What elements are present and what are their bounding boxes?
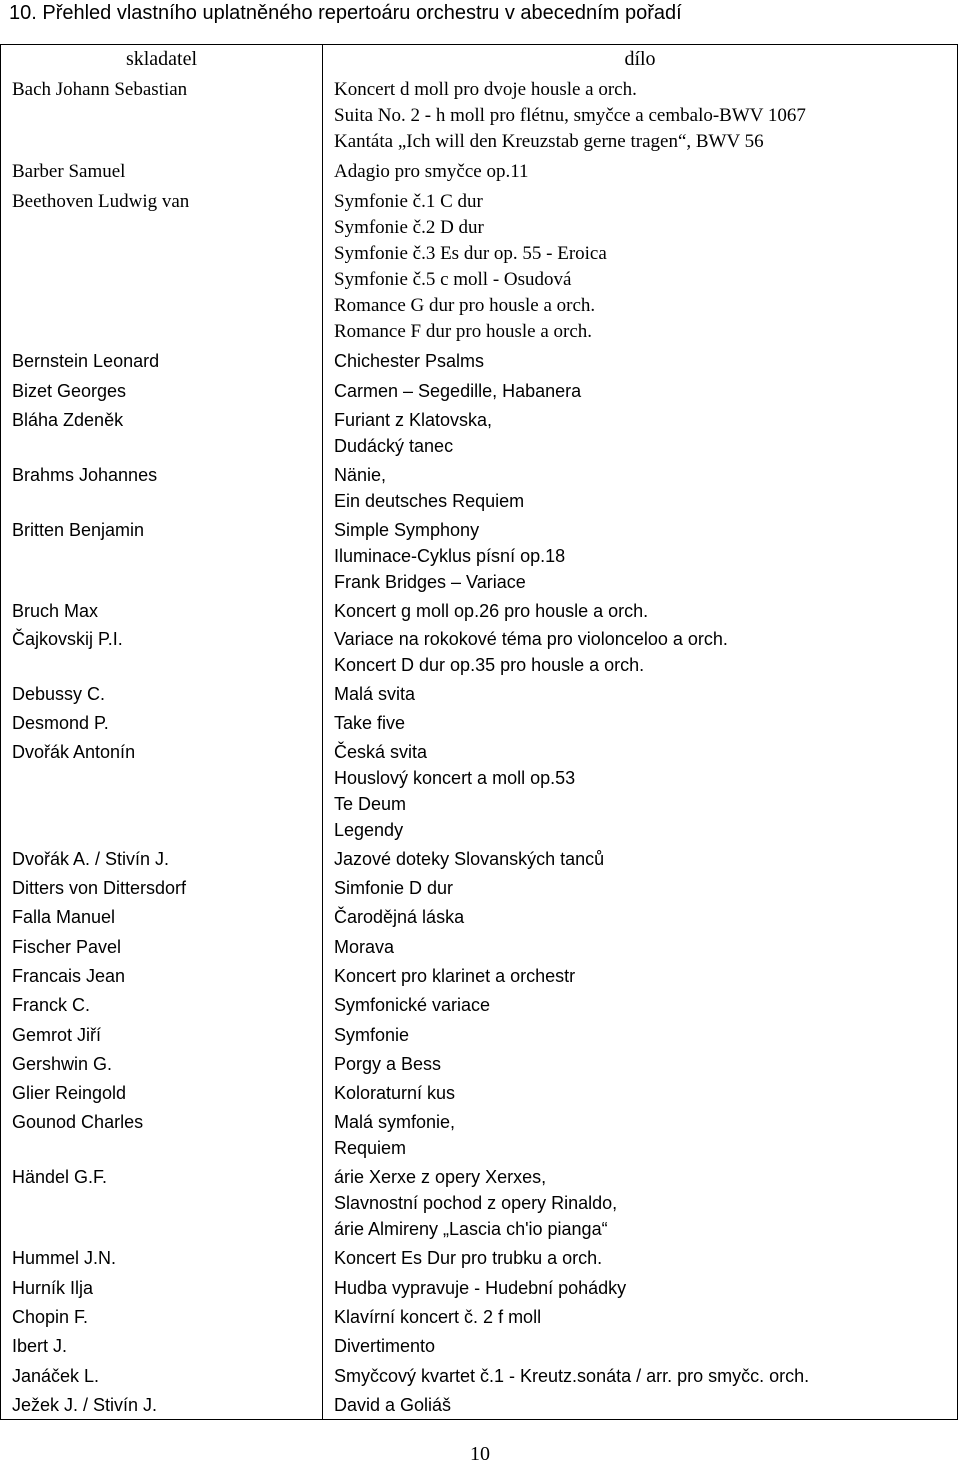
works-cell <box>323 345 958 375</box>
table-row <box>1 375 958 404</box>
table-row <box>1 960 958 989</box>
composer-cell <box>1 1330 323 1360</box>
works-cell <box>323 185 958 345</box>
work-title: Nänie, <box>334 465 387 485</box>
works-cell <box>323 1242 958 1272</box>
composer-cell <box>1 872 323 901</box>
composer-name: Bernstein Leonard <box>12 351 160 371</box>
work-title: Simple Symphony <box>334 520 480 540</box>
table-row <box>1 1301 958 1330</box>
table-row <box>1 624 958 678</box>
composer-name: Dvořák A. / Stivín J. <box>12 849 170 869</box>
table-row <box>1 1242 958 1272</box>
works-cell <box>323 901 958 931</box>
works-cell <box>323 375 958 404</box>
table-row <box>1 901 958 931</box>
composer-cell <box>1 1242 323 1272</box>
work-title: Česká svita <box>334 742 428 762</box>
work-title: árie Almireny „Lascia ch'io pianga“ <box>334 1219 608 1239</box>
composer-name: Britten Benjamin <box>12 520 145 540</box>
work-title: Porgy a Bess <box>334 1054 442 1074</box>
composer-name: Gounod Charles <box>12 1112 144 1132</box>
composer-cell <box>1 1106 323 1161</box>
work-title: Take five <box>334 713 406 733</box>
composer-name: Glier Reingold <box>12 1083 127 1103</box>
work-title: Symfonie <box>334 1025 410 1045</box>
composer-cell <box>1 678 323 707</box>
works-cell <box>323 1330 958 1360</box>
works-cell <box>323 960 958 989</box>
work-title: Ein deutsches Requiem <box>334 491 525 511</box>
composer-cell <box>1 514 323 595</box>
column-header-composer: skladatel <box>1 45 323 74</box>
work-title: Malá symfonie, <box>334 1112 456 1132</box>
work-title: Requiem <box>334 1138 407 1158</box>
works-cell <box>323 736 958 843</box>
composer-name: Dvořák Antonín <box>12 742 136 762</box>
work-title: Legendy <box>334 820 404 840</box>
composer-cell <box>1 931 323 960</box>
table-row <box>1 1106 958 1161</box>
work-title: Te Deum <box>334 794 407 814</box>
table-row <box>1 1360 958 1389</box>
table-row <box>1 1048 958 1077</box>
repertoire-table <box>0 44 958 1420</box>
works-cell <box>323 404 958 459</box>
work-title: Klavírní koncert č. 2 f moll <box>334 1307 542 1327</box>
composer-cell <box>1 901 323 931</box>
work-title: Simfonie D dur <box>334 878 454 898</box>
composer-name: Francais Jean <box>12 966 126 986</box>
composer-name: Falla Manuel <box>12 907 116 927</box>
table-row <box>1 595 958 624</box>
table-row <box>1 931 958 960</box>
table-row <box>1 989 958 1019</box>
work-title: Symfonie č.3 Es dur op. 55 - Eroica <box>334 243 607 264</box>
composer-name: Brahms Johannes <box>12 465 158 485</box>
work-title: Koncert pro klarinet a orchestr <box>334 966 576 986</box>
work-title: Koncert D dur op.35 pro housle a orch. <box>334 655 645 675</box>
work-title: Romance F dur pro housle a orch. <box>334 321 593 342</box>
work-title: Suita No. 2 - h moll pro flétnu, smyčce a cembalo-BWV 1067 <box>334 105 806 126</box>
work-title: Morava <box>334 937 395 957</box>
works-cell <box>323 1077 958 1106</box>
works-cell <box>323 1106 958 1161</box>
composer-cell <box>1 624 323 678</box>
works-cell <box>323 707 958 736</box>
work-title: Koncert d moll pro dvoje housle a orch. <box>334 79 637 100</box>
work-title: David a Goliáš <box>334 1395 452 1415</box>
composer-cell <box>1 707 323 736</box>
composer-cell <box>1 1048 323 1077</box>
table-row <box>1 73 958 155</box>
composer-cell <box>1 1360 323 1389</box>
work-title: Variace na rokokové téma pro violonceloo a orch. <box>334 629 728 649</box>
composer-cell <box>1 1019 323 1048</box>
composer-cell <box>1 73 323 155</box>
work-title: Malá svita <box>334 684 416 704</box>
work-title: Hudba vypravuje - Hudební pohádky <box>334 1278 627 1298</box>
composer-name: Ditters von Dittersdorf <box>12 878 187 898</box>
works-cell <box>323 989 958 1019</box>
work-title: Divertimento <box>334 1336 436 1356</box>
composer-name: Janáček L. <box>12 1366 100 1386</box>
works-cell <box>323 514 958 595</box>
table-row <box>1 1330 958 1360</box>
table-row <box>1 1389 958 1419</box>
works-cell <box>323 459 958 514</box>
composer-name: Ježek J. / Stivín J. <box>12 1395 158 1415</box>
work-title: Chichester Psalms <box>334 351 485 371</box>
works-cell <box>323 624 958 678</box>
composer-name: Gemrot Jiří <box>12 1025 102 1045</box>
works-cell <box>323 931 958 960</box>
work-title: Jazové doteky Slovanských tanců <box>334 849 605 869</box>
table-row <box>1 1077 958 1106</box>
column-header-work: dílo <box>323 45 958 74</box>
work-title: Carmen – Segedille, Habanera <box>334 381 582 401</box>
works-cell <box>323 1301 958 1330</box>
work-title: Koncert g moll op.26 pro housle a orch. <box>334 601 649 621</box>
composer-name: Franck C. <box>12 995 91 1015</box>
works-cell <box>323 1048 958 1077</box>
works-cell <box>323 872 958 901</box>
works-cell <box>323 843 958 872</box>
table-row <box>1 678 958 707</box>
composer-name: Bach Johann Sebastian <box>12 79 188 100</box>
work-title: Houslový koncert a moll op.53 <box>334 768 576 788</box>
composer-name: Chopin F. <box>12 1307 89 1327</box>
work-title: Koloraturní kus <box>334 1083 456 1103</box>
composer-name: Desmond P. <box>12 713 109 733</box>
table-row <box>1 843 958 872</box>
table-body <box>1 73 958 1419</box>
work-title: Dudácký tanec <box>334 436 454 456</box>
composer-cell <box>1 1301 323 1330</box>
work-title: Kantáta „Ich will den Kreuzstab gerne tragen“, BWV 56 <box>334 131 764 152</box>
composer-cell <box>1 404 323 459</box>
composer-name: Bruch Max <box>12 601 99 621</box>
composer-cell <box>1 843 323 872</box>
composer-name: Barber Samuel <box>12 161 126 182</box>
composer-name: Ibert J. <box>12 1336 68 1356</box>
table-row <box>1 459 958 514</box>
table-row <box>1 404 958 459</box>
composer-name: Bizet Georges <box>12 381 127 401</box>
works-cell <box>323 155 958 185</box>
composer-name: Debussy C. <box>12 684 106 704</box>
works-cell <box>323 73 958 155</box>
work-title: Symfonie č.2 D dur <box>334 217 484 238</box>
composer-name: Händel G.F. <box>12 1167 108 1187</box>
work-title: Smyčcový kvartet č.1 - Kreutz.sonáta / arr. pro smyčc. orch. <box>334 1366 810 1386</box>
work-title: Slavnostní pochod z opery Rinaldo, <box>334 1193 618 1213</box>
composer-cell <box>1 345 323 375</box>
composer-name: Beethoven Ludwig van <box>12 191 190 212</box>
composer-cell <box>1 459 323 514</box>
table-row <box>1 185 958 345</box>
table-row <box>1 1272 958 1301</box>
composer-name: Bláha Zdeněk <box>12 410 124 430</box>
work-title: Symfonie č.1 C dur <box>334 191 483 212</box>
table-row <box>1 707 958 736</box>
work-title: Furiant z Klatovska, <box>334 410 493 430</box>
works-cell <box>323 1272 958 1301</box>
table-row <box>1 1019 958 1048</box>
composer-cell <box>1 960 323 989</box>
work-title: Symfonie č.5 c moll - Osudová <box>334 269 572 290</box>
page-heading: 10. Přehled vlastního uplatněného repertoáru orchestru v abecedním pořadí <box>9 2 682 24</box>
composer-cell <box>1 1161 323 1242</box>
table-row <box>1 736 958 843</box>
works-cell <box>323 678 958 707</box>
work-title: Iluminace-Cyklus písní op.18 <box>334 546 566 566</box>
composer-cell <box>1 375 323 404</box>
composer-cell <box>1 1389 323 1419</box>
work-title: Adagio pro smyčce op.11 <box>334 161 529 182</box>
composer-cell <box>1 736 323 843</box>
work-title: árie Xerxe z opery Xerxes, <box>334 1167 547 1187</box>
works-cell <box>323 1389 958 1419</box>
work-title: Symfonické variace <box>334 995 491 1015</box>
table-row <box>1 872 958 901</box>
page-number: 10 <box>470 1443 490 1465</box>
table-row <box>1 1161 958 1242</box>
composer-cell <box>1 185 323 345</box>
works-cell <box>323 595 958 624</box>
composer-cell <box>1 155 323 185</box>
work-title: Frank Bridges – Variace <box>334 572 526 592</box>
composer-name: Hummel J.N. <box>12 1248 117 1268</box>
work-title: Koncert Es Dur pro trubku a orch. <box>334 1248 603 1268</box>
composer-name: Fischer Pavel <box>12 937 122 957</box>
table-row <box>1 155 958 185</box>
table-row <box>1 345 958 375</box>
composer-cell <box>1 1077 323 1106</box>
works-cell <box>323 1161 958 1242</box>
composer-cell <box>1 989 323 1019</box>
work-title: Romance G dur pro housle a orch. <box>334 295 596 316</box>
composer-name: Čajkovskij P.I. <box>12 629 123 649</box>
works-cell <box>323 1019 958 1048</box>
composer-name: Gershwin G. <box>12 1054 113 1074</box>
work-title: Čarodějná láska <box>334 907 465 927</box>
table-header-row <box>1 45 958 74</box>
composer-cell <box>1 1272 323 1301</box>
composer-cell <box>1 595 323 624</box>
works-cell <box>323 1360 958 1389</box>
table-row <box>1 514 958 595</box>
composer-name: Hurník Ilja <box>12 1278 94 1298</box>
